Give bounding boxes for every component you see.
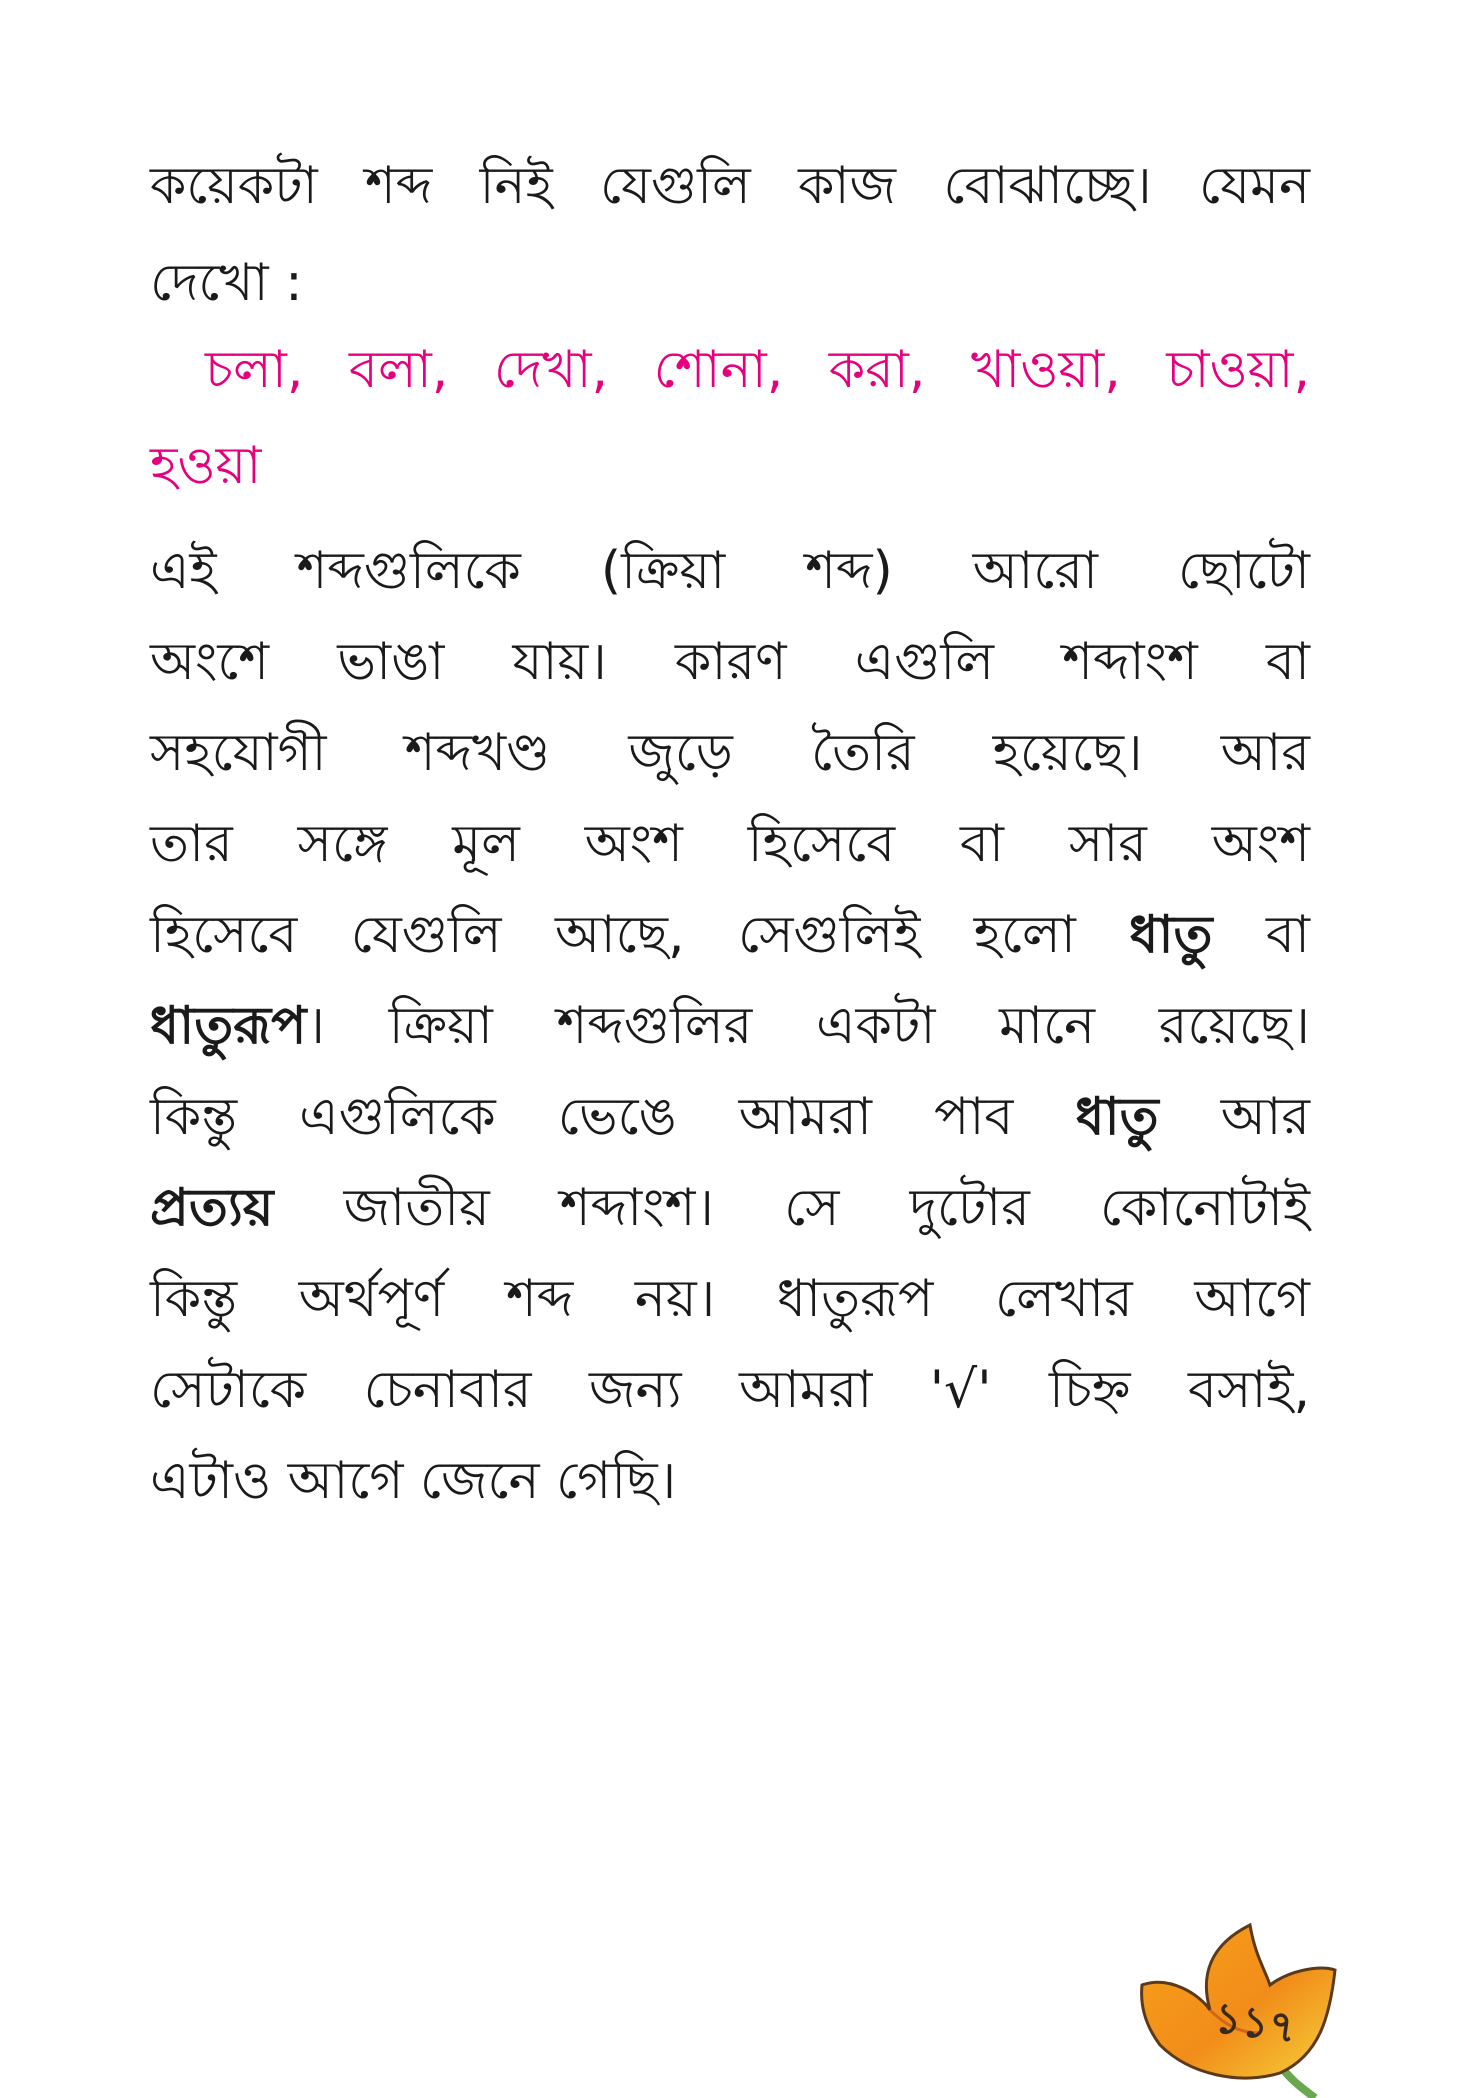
term-pratyay: প্রত্যয় <box>150 1178 274 1238</box>
intro-line-2: দেখো : <box>150 253 303 313</box>
body-line-7-text: কিন্তু এগুলিকে ভেঙে আমরা পাব <box>150 1087 1076 1147</box>
term-dhatu-2: ধাতু <box>1075 1087 1159 1147</box>
body-line-3: সহযোগী শব্দখণ্ড জুড়ে তৈরি হয়েছে। আর <box>150 723 1310 783</box>
body-line-5 <box>150 905 1310 965</box>
intro-line-1: কয়েকটা শব্দ নিই যেগুলি কাজ বোঝাচ্ছে। যেমন <box>150 156 1310 216</box>
body-line-5-end: বা <box>1212 905 1310 965</box>
body-line-8-text: জাতীয় শব্দাংশ। সে দুটোর কোনোটাই <box>273 1178 1310 1238</box>
body-line-5-text: হিসেবে যেগুলি আছে, সেগুলিই হলো <box>150 905 1130 965</box>
body-line-1: এই শব্দগুলিকে (ক্রিয়া শব্দ) আরো ছোটো <box>150 541 1310 601</box>
page-number: ১১৭ <box>1211 1992 1300 2053</box>
body-line-6 <box>150 996 1310 1056</box>
body-line-11: এটাও আগে জেনে গেছি। <box>150 1451 677 1511</box>
body-line-7-end: আর <box>1158 1087 1310 1147</box>
term-dhaturup: ধাতুরূপ <box>150 996 307 1056</box>
body-line-7 <box>150 1087 1310 1147</box>
example-words-line-1: চলা, বলা, দেখা, শোনা, করা, খাওয়া, চাওয়া, <box>205 340 1310 400</box>
example-words-line-2: হওয়া <box>150 436 262 496</box>
body-line-2: অংশে ভাঙা যায়। কারণ এগুলি শব্দাংশ বা <box>150 632 1310 692</box>
body-line-6-text: । ক্রিয়া শব্দগুলির একটা মানে রয়েছে। <box>306 996 1310 1056</box>
body-line-10: সেটাকে চেনাবার জন্য আমরা '√' চিহ্ন বসাই, <box>150 1360 1310 1420</box>
term-dhatu: ধাতু <box>1129 905 1213 965</box>
body-line-9: কিন্তু অর্থপূর্ণ শব্দ নয়। ধাতুরূপ লেখার আগে <box>150 1269 1310 1329</box>
body-line-8 <box>150 1178 1310 1238</box>
body-line-4: তার সঙ্গে মূল অংশ হিসেবে বা সার অংশ <box>150 814 1310 874</box>
